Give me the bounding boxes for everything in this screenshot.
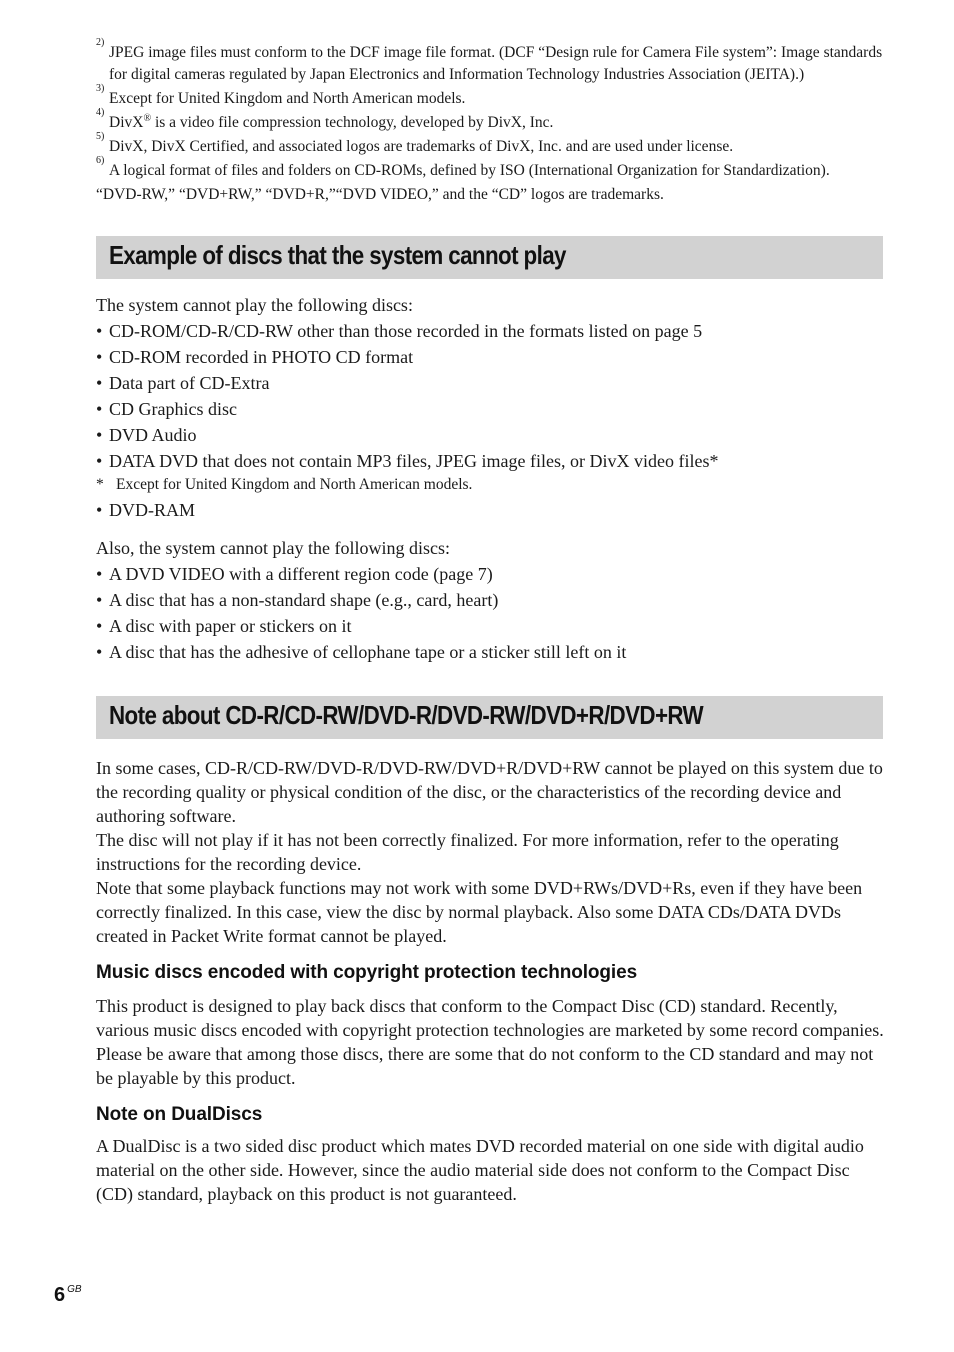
list-item [96, 448, 884, 474]
paragraph: This product is designed to play back discs that conform to the Compact Disc (CD) standard. Recently, various music discs encoded with copyright protection technologies are marketed by some record companies. Please be aware that among those discs, there are some that do not conform to the CD standard and may not be playable by this product. [96, 996, 884, 1088]
bullet: • [96, 321, 103, 341]
paragraph: The disc will not play if it has not been correctly finalized. For more information, refer to the operating instructions for the recording device. [96, 830, 839, 874]
list-item [96, 344, 884, 370]
manual-page [96, 37, 884, 1206]
registered-mark: ® [143, 112, 152, 124]
footnote-text: A logical format of files and folders on CD-ROMs, defined by ISO (International Organization for Standardization). [109, 161, 830, 179]
footnote-number: 3) [96, 82, 105, 94]
bullet: • [96, 642, 103, 662]
paragraph: In some cases, CD-R/CD-RW/DVD-R/DVD-RW/DVD+R/DVD+RW cannot be played on this system due to the recording quality or physical condition of the disc, or the characteristics of the recording device and authoring software. [96, 758, 883, 826]
page-number-suffix: GB [67, 1284, 82, 1295]
list-item [96, 422, 884, 448]
bullet: • [96, 347, 103, 367]
list-item [96, 370, 884, 396]
unplayable-discs-section [96, 292, 884, 665]
section-heading-bar [96, 696, 883, 739]
list-item-text: A disc that has the adhesive of cellophane tape or a sticker still left on it [109, 642, 627, 662]
section-heading: Example of discs that the system cannot play [109, 240, 566, 270]
bullet: • [96, 451, 103, 471]
footnote-5 [96, 130, 884, 158]
paragraph: Note that some playback functions may not work with some DVD+RWs/DVD+Rs, even if they have been correctly finalized. In this case, view the disc by normal playback. Also some DATA CDs/DATA DVDs created in Packet Write format cannot be played. [96, 878, 863, 946]
section-intro: The system cannot play the following discs: [96, 295, 413, 315]
list-footnote-text: Except for United Kingdom and North American models. [116, 476, 473, 493]
list-item-text: DVD-RAM [109, 500, 196, 520]
subsection-heading: Music discs encoded with copyright protection technologies [96, 962, 638, 983]
footnote-number: 2) [96, 37, 105, 48]
list-item [96, 497, 884, 523]
section-intro-2: Also, the system cannot play the following discs: [96, 538, 450, 558]
list-item-text: Data part of CD-Extra [109, 373, 270, 393]
footnote-text: Except for United Kingdom and North American models. [109, 89, 466, 107]
footnote-number: 4) [96, 106, 105, 118]
list-item-text: CD-ROM recorded in PHOTO CD format [109, 347, 414, 367]
bullet: • [96, 564, 103, 584]
footnote-text: JPEG image files must conform to the DCF image file format. (DCF “Design rule for Camera File system”: Image standards for digital cameras regulated by Japan Electronics and Information Technology Industries Association (JEITA).) [109, 44, 883, 83]
subsection-heading: Note on DualDiscs [96, 1104, 263, 1125]
list-item [96, 639, 884, 665]
footnote-4 [96, 106, 884, 134]
bullet: • [96, 500, 103, 520]
list-footnote [96, 474, 884, 495]
page-number-value: 6 [54, 1284, 66, 1306]
bullet: • [96, 425, 103, 445]
list-item-text: A disc that has a non-standard shape (e.g., card, heart) [109, 590, 499, 610]
page-number [54, 1284, 82, 1307]
list-item-text: A disc with paper or stickers on it [109, 616, 352, 636]
list-item [96, 587, 884, 613]
footnote-text-pre: DivX [109, 113, 144, 131]
list-item [96, 396, 884, 422]
list-item [96, 561, 884, 587]
bullet: • [96, 399, 103, 419]
bullet: • [96, 616, 103, 636]
list-item-text: CD-ROM/CD-R/CD-RW other than those recorded in the formats listed on page 5 [109, 321, 703, 341]
section-heading: Note about CD-R/CD-RW/DVD-R/DVD-RW/DVD+R/DVD+RW [109, 700, 704, 730]
footnote-text: DivX, DivX Certified, and associated logos are trademarks of DivX, Inc. and are used under license. [109, 137, 734, 155]
list-item [96, 318, 884, 344]
bullet: • [96, 373, 103, 393]
footnote-6 [96, 154, 884, 182]
footnote-number: 5) [96, 130, 105, 142]
footnote-number: 6) [96, 154, 105, 166]
recordable-discs-section [96, 756, 884, 948]
trademark-notice: “DVD-RW,” “DVD+RW,” “DVD+R,”“DVD VIDEO,” and the “CD” logos are trademarks. [96, 185, 664, 203]
list-item-text: CD Graphics disc [109, 399, 237, 419]
bullet: • [96, 590, 103, 610]
list-item [96, 613, 884, 639]
list-item-text: DATA DVD that does not contain MP3 files, JPEG image files, or DivX video files* [109, 451, 719, 471]
footnote-3 [96, 82, 884, 110]
section-heading-bar [96, 236, 883, 279]
list-item-text: DVD Audio [109, 425, 197, 445]
footnote-2 [96, 37, 884, 85]
list-item-text: A DVD VIDEO with a different region code (page 7) [109, 564, 493, 584]
asterisk: * [96, 476, 104, 493]
footnote-text-post: is a video file compression technology, developed by DivX, Inc. [151, 113, 554, 131]
footnotes [96, 37, 884, 205]
paragraph: A DualDisc is a two sided disc product which mates DVD recorded material on one side with digital audio material on the other side. However, since the audio material side does not conform to the Compact Disc (CD) standard, playback on this product is not guaranteed. [96, 1136, 864, 1204]
